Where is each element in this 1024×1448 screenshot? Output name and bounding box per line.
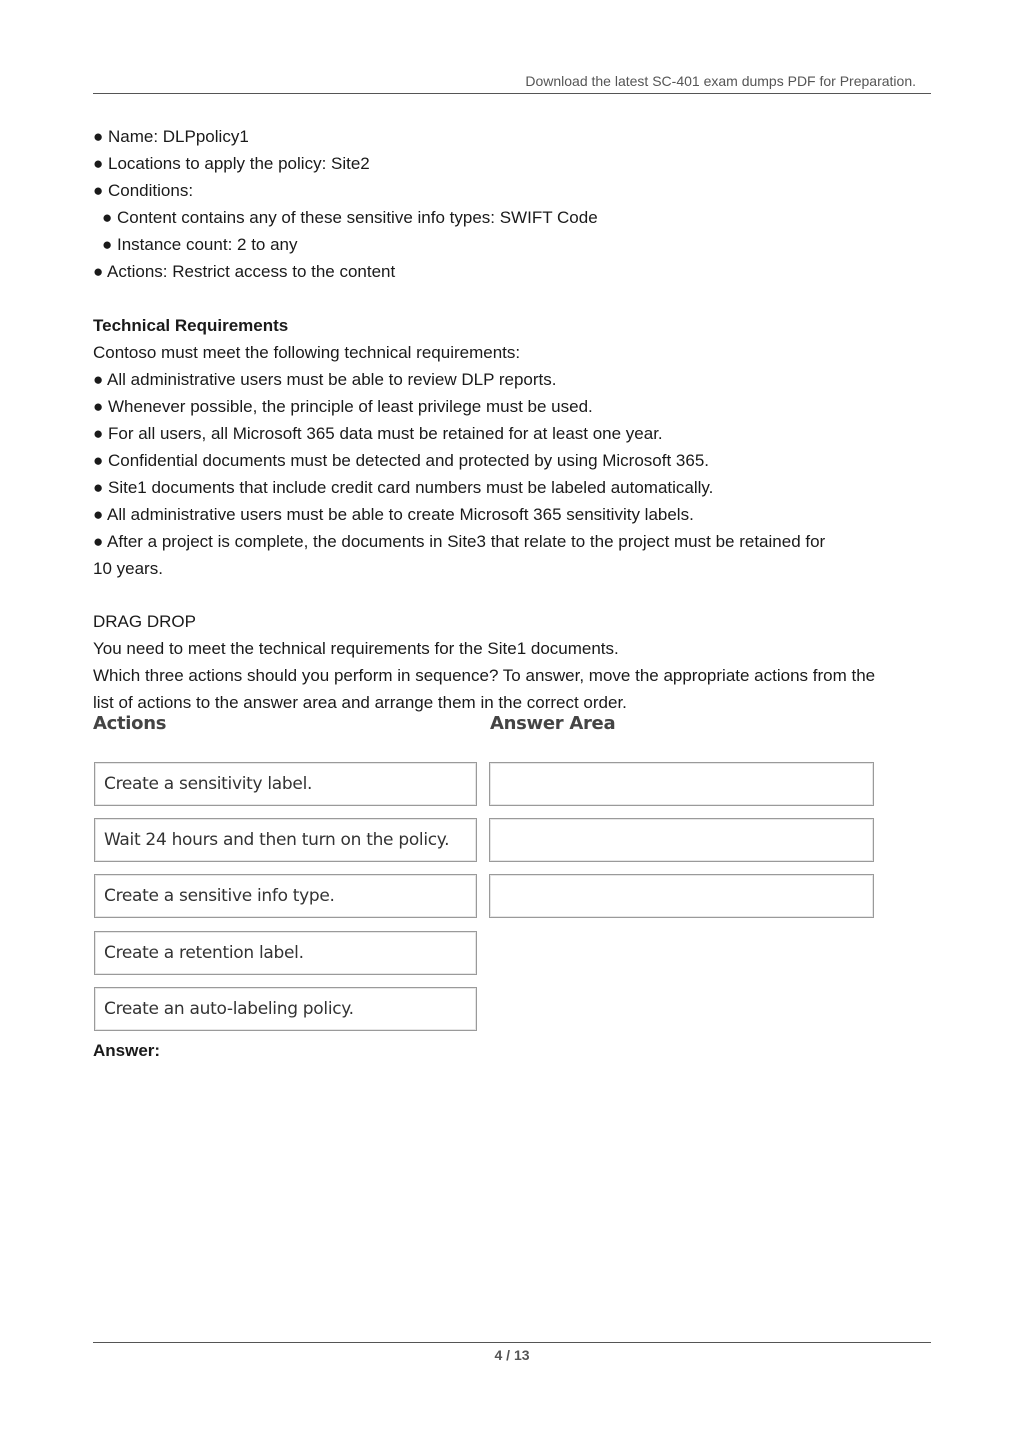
header-divider: [93, 93, 931, 94]
actions-title: Actions: [93, 713, 167, 734]
action-item[interactable]: Wait 24 hours and then turn on the policy.: [94, 818, 477, 862]
question-type: DRAG DROP: [93, 612, 196, 631]
header-text: Download the latest SC-401 exam dumps PDF for Preparation.: [525, 73, 916, 89]
requirement-item: ● All administrative users must be able to review DLP reports.: [93, 370, 557, 389]
answer-slot[interactable]: [489, 818, 874, 862]
action-item[interactable]: Create a sensitivity label.: [94, 762, 477, 806]
answer-area-title: Answer Area: [490, 713, 616, 734]
action-item[interactable]: Create a sensitive info type.: [94, 874, 477, 918]
policy-conditions: ● Conditions:: [93, 181, 194, 200]
action-item[interactable]: Create an auto-labeling policy.: [94, 987, 477, 1031]
action-item[interactable]: Create a retention label.: [94, 931, 477, 975]
requirement-item: ● Site1 documents that include credit card numbers must be labeled automatically.: [93, 478, 714, 497]
policy-actions: ● Actions: Restrict access to the content: [93, 262, 396, 281]
policy-condition-count: ● Instance count: 2 to any: [102, 235, 298, 254]
policy-name: ● Name: DLPpolicy1: [93, 127, 249, 146]
policy-locations: ● Locations to apply the policy: Site2: [93, 154, 370, 173]
footer-divider: [93, 1342, 931, 1343]
requirement-item: ● Confidential documents must be detected and protected by using Microsoft 365.: [93, 451, 710, 470]
section-heading: Technical Requirements: [93, 316, 289, 335]
page-number: 4 / 13: [494, 1347, 530, 1363]
requirement-item: ● After a project is complete, the documents in Site3 that relate to the project must be retained for: [93, 532, 826, 551]
question-instruction-continuation: list of actions to the answer area and arrange them in the correct order.: [93, 693, 627, 712]
question-instruction: Which three actions should you perform in sequence? To answer, move the appropriate actions from the: [93, 666, 876, 685]
section-intro: Contoso must meet the following technical requirements:: [93, 343, 521, 362]
requirement-item-continuation: 10 years.: [93, 559, 163, 578]
answer-slot[interactable]: [489, 874, 874, 918]
requirement-item: ● For all users, all Microsoft 365 data must be retained for at least one year.: [93, 424, 663, 443]
requirement-item: ● Whenever possible, the principle of least privilege must be used.: [93, 397, 593, 416]
policy-condition-content: ● Content contains any of these sensitive info types: SWIFT Code: [102, 208, 598, 227]
question-text: You need to meet the technical requirements for the Site1 documents.: [93, 639, 619, 658]
answer-slot[interactable]: [489, 762, 874, 806]
requirement-item: ● All administrative users must be able to create Microsoft 365 sensitivity labels.: [93, 505, 694, 524]
answer-label: Answer:: [93, 1041, 161, 1060]
